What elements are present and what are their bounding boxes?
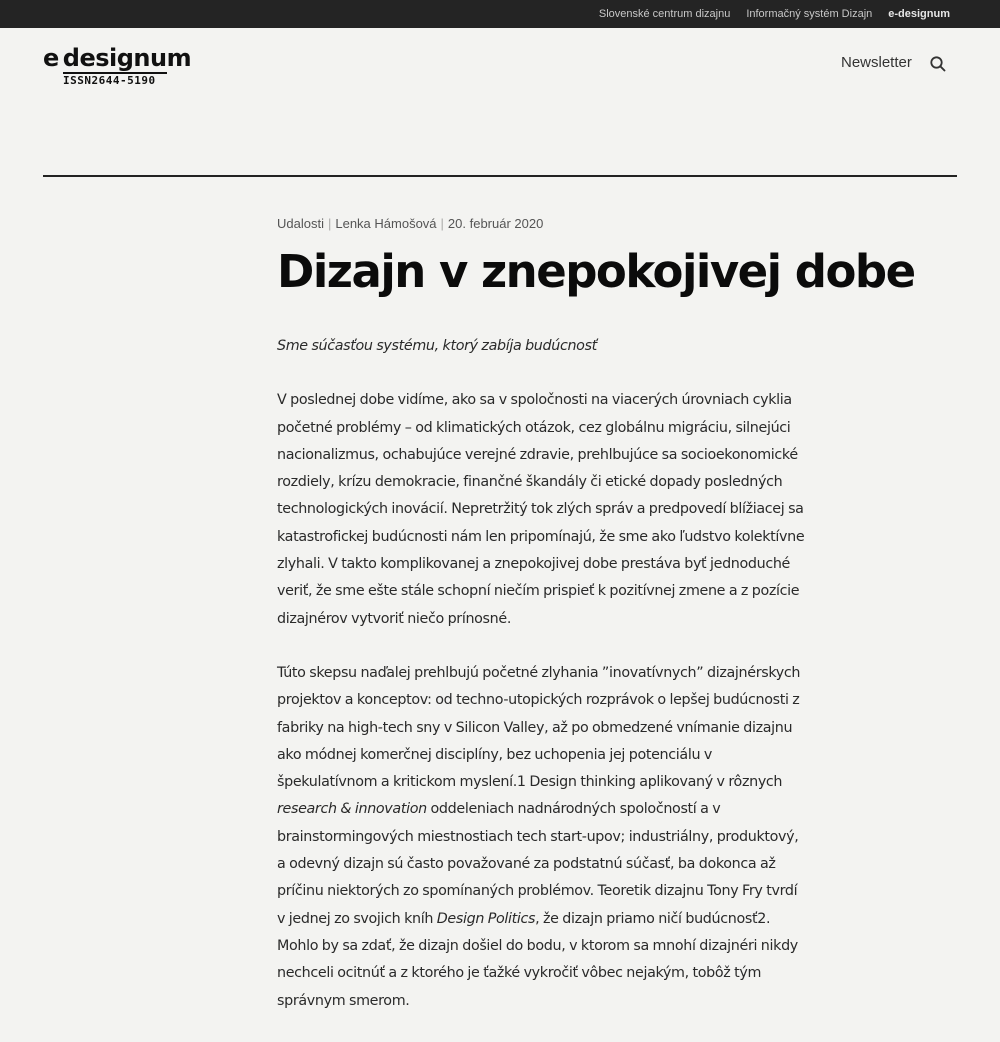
topbar-link-informacny-system[interactable]: Informačný systém Dizajn [746,8,873,20]
article-paragraph-1: V poslednej dobe vidíme, ako sa v spoločnosti na viacerých úrovniach cyklia početné problémy – od klimatických otázok, cez globálnu migráciu, silnejúci nacionalizmus, ochabujúce verejné zdravie, prehlbujúce sa socioekonomické rozdiely, krízu demokracie, finančné škandály či etické dopady posledných technologických inovácií. Nepretržitý tok zlých správ a predpovedí blížiacej sa katastrofickej budúcnosti nám len pripomínajú, že sme ako ľudstvo kolektívne zlyhali. V takto komplikovanej a znepokojivej dobe prestáva byť jednoduché veriť, že sme ešte stále schopní niečím prispieť k pozitívnej zmene a z pozície dizajnérov vytvoriť niečo prínosné. [277,392,805,627]
article-category-link[interactable]: Udalosti [277,216,324,231]
logo-word-left: e [43,44,59,72]
topbar-link-e-designum[interactable]: e-designum [888,8,950,20]
article-date: 20. február 2020 [447,216,544,231]
emphasis-book-title: Design Politics [436,910,536,927]
article-body [277,333,807,1042]
logo-word-right: designum [62,44,192,72]
newsletter-link[interactable]: Newsletter [841,54,912,71]
meta-separator: | [327,216,332,231]
paragraph-text: oddeleniach nadnárodných spoločností a v brainstormingových miestnostiach tech start-upov; industriálny, produktový, a odevný dizajn sú často považované za podstatnú súčasť, ba dokonca až príčinu niektorých zo spomínaných problémov. Teoretik dizajnu Tony Fry tvrdí v jednej zo svojich kníh [277,801,799,927]
meta-separator: | [440,216,444,231]
paragraph-text: , že dizajn priamo ničí budúcnosť2. Mohlo by sa zdať, že dizajn došiel do bodu, v ktorom sa mnohí dizajnéri nikdy nechceli ocitnúť a z ktorého je ťažké vykročiť vôbec nejakým, tobôž tým správnym smerom. [277,910,798,1009]
logo-wordmark [43,44,192,72]
article-paragraph-2 [277,660,807,1015]
article-meta [277,216,543,231]
article-lead: Sme súčasťou systému, ktorý zabíja budúcnosť [277,338,597,354]
article-author-link[interactable]: Lenka Hámošová [335,216,437,231]
paragraph-text: Túto skepsu naďalej prehlbujú početné zlyhania ”inovatívnych” dizajnérskych projektov a konceptov: od techno-utopických rozprávok o lepšej budúcnosti z fabriky na high-tech sny v Silicon Valley, až po obmedzené vnímanie dizajnu ako módnej komerčnej disciplíny, bez uchopenia jej potenciálu v špekulatívnom a kritickom myslení.1 Design thinking aplikovaný v rôznych [277,664,801,791]
site-logo[interactable] [43,44,192,87]
search-icon[interactable] [929,55,947,73]
emphasis-research-innovation: research & innovation [277,801,427,818]
logo-issn: ISSN2644-5190 [63,72,167,87]
header-divider [43,175,957,177]
top-bar [0,0,1000,28]
article-title: Dizajn v znepokojivej dobe [277,245,915,298]
topbar-link-sc-dizajnu[interactable]: Slovenské centrum dizajnu [598,8,731,20]
